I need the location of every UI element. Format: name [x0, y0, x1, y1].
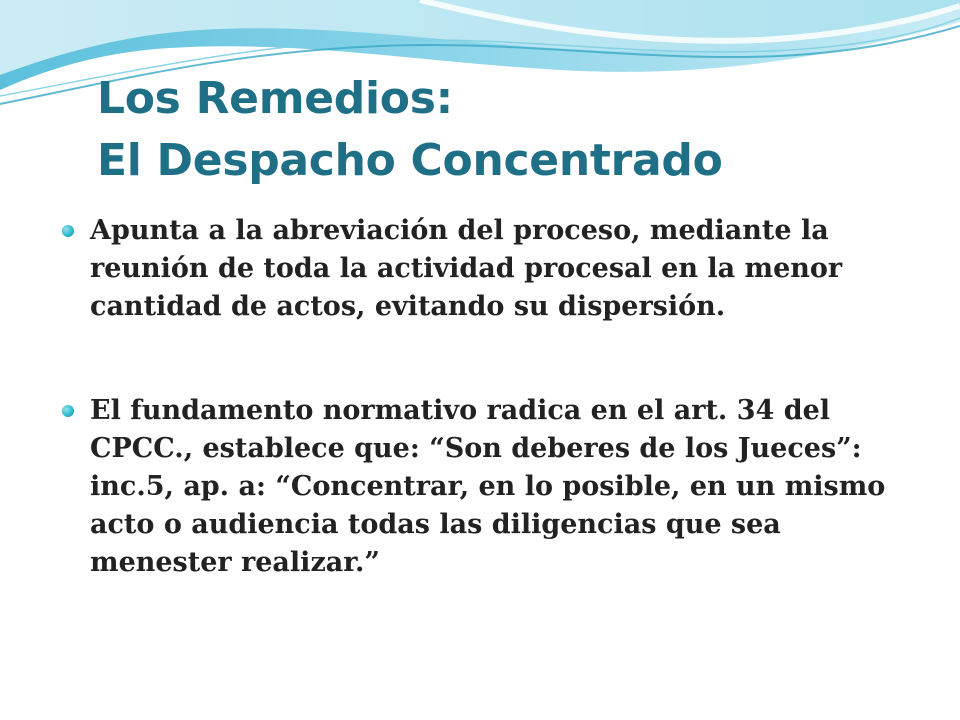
bullet-item [60, 212, 920, 326]
title-line-2: El Despacho Concentrado [97, 135, 723, 186]
round-bullet-icon [62, 225, 74, 237]
slide-title [97, 68, 917, 192]
bullet-list [60, 212, 920, 582]
title-line-1: Los Remedios: [97, 73, 453, 124]
bullet-item [60, 392, 920, 582]
bullet-text: El fundamento normativo radica en el art. 34 del CPCC., establece que: “Son deberes de los Jueces”: inc.5, ap. a: “Concentrar, en lo posible, en un mismo acto o audiencia todas las diligencias que sea menester realizar.” [90, 395, 886, 578]
round-bullet-icon [62, 405, 74, 417]
bullet-text: Apunta a la abreviación del proceso, mediante la reunión de toda la actividad procesal en la menor cantidad de actos, evitando su dispersión. [90, 215, 843, 322]
